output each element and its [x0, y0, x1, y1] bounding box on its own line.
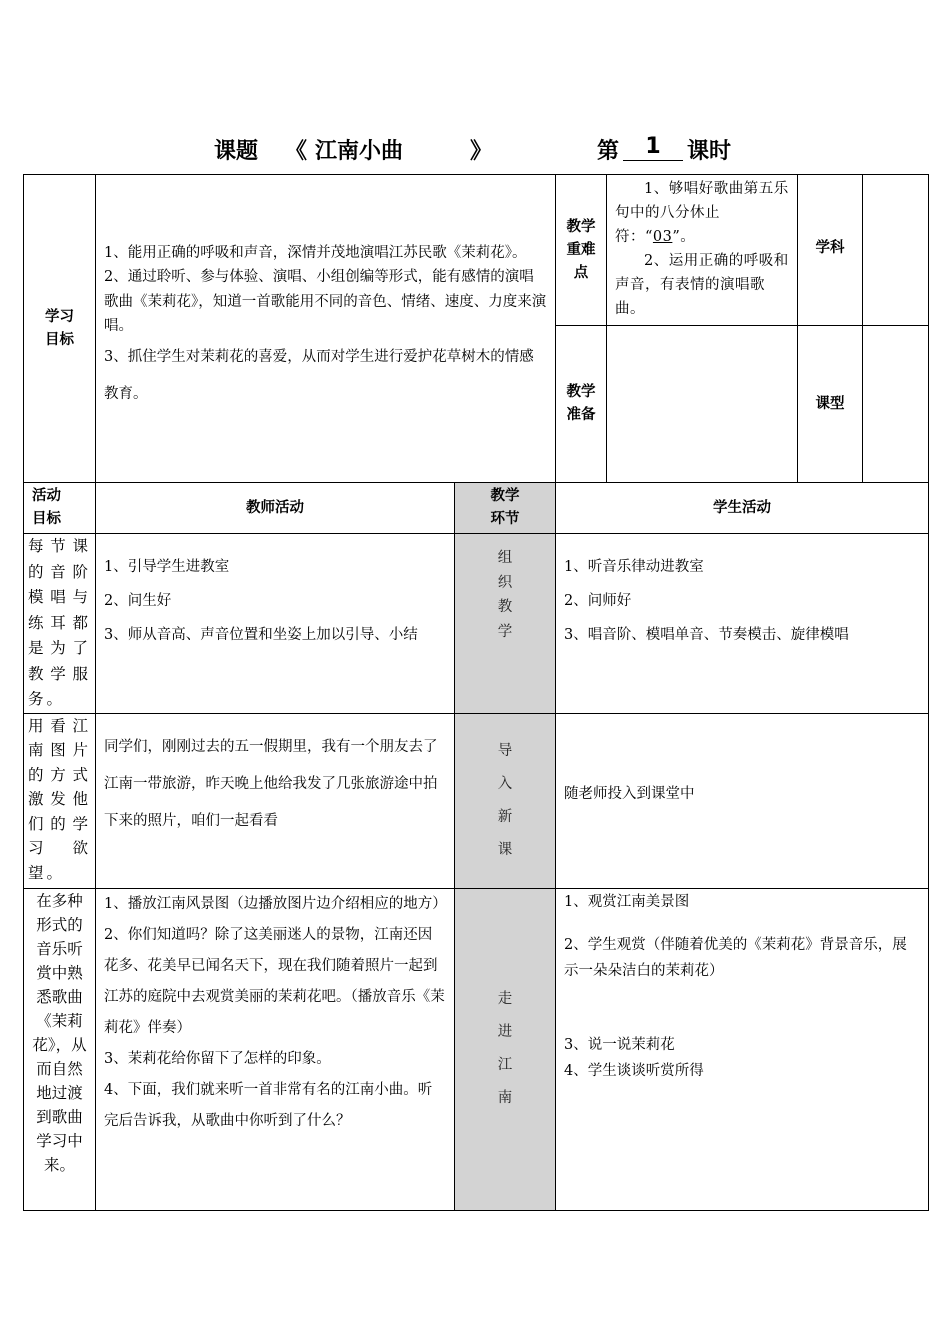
subject-value: [863, 175, 929, 326]
teacher-activity: 1、播放江南风景图（边播放图片边介绍相应的地方） 2、你们知道吗？除了这美丽迷人的景物，江南还因花多、花美早已闻名天下，现在我们随着照片一起到江苏的庭院中去观赏美丽的茉莉花吧。（播放音乐《茉莉花》伴奏） 3、茉莉花给你留下了怎样的印象。 4、下面，我们就来听一首非常有名的江南小曲。听完后告诉我，从歌曲中你听到了什么？: [96, 888, 455, 1210]
lesson-title-line: [0, 134, 950, 166]
key-point-item: 2、运用正确的呼吸和声音，有表情的演唱歌曲。: [615, 253, 789, 317]
lesson-period-label: 课时: [687, 139, 732, 164]
table-row: [24, 713, 929, 888]
objectives-label: 学习 目标: [24, 175, 96, 483]
topic-label: 课题: [214, 139, 259, 164]
activity-goal: 用看江南图片的方式激发他们的学习欲望。: [24, 713, 96, 888]
right-book-quote: 》: [470, 139, 493, 164]
student-activity-header: 学生活动: [556, 483, 929, 534]
activity-goal: 在多种形式的音乐听赏中熟悉歌曲《茉莉花》，从而自然地过渡到歌曲学习中来。: [24, 888, 96, 1210]
lesson-type-label: 课型: [798, 326, 863, 483]
student-activity: 1、听音乐律动进教室 2、问师好 3、唱音阶、模唱单音、节奏模击、旋律模唱: [556, 534, 929, 714]
teacher-activity: 同学们，刚刚过去的五一假期里，我有一个朋友去了江南一带旅游，昨天晚上他给我发了几张旅游途中拍下来的照片，咱们一起看看: [96, 713, 455, 888]
table-row: [24, 888, 929, 1210]
activity-header-row: [24, 483, 929, 534]
teaching-stage: 导 入 新 课: [455, 713, 556, 888]
objective-item: 3、抓住学生对茉莉花的喜爱，从而对学生进行爱护花草树木的情感教育。: [104, 348, 534, 402]
student-activity: 随老师投入到课堂中: [556, 713, 929, 888]
preparation-label: 教学 准备: [556, 326, 607, 483]
objectives-content: [96, 175, 556, 483]
lesson-number-prefix: 第: [597, 139, 620, 164]
stage-header: 教学 环节: [455, 483, 556, 534]
lesson-name: 江南小曲: [315, 139, 404, 164]
activity-table: [23, 482, 929, 1211]
left-book-quote: 《: [285, 139, 308, 164]
teacher-activity-header: 教师活动: [96, 483, 455, 534]
lesson-number: 1: [623, 134, 683, 161]
teacher-activity: 1、引导学生进教室 2、问生好 3、师从音高、声音位置和坐姿上加以引导、小结: [96, 534, 455, 714]
activity-goal: 每节课的音阶模唱与练耳都是为了教学服务。: [24, 534, 96, 714]
subject-label: 学科: [798, 175, 863, 326]
lesson-info-table: [23, 174, 929, 483]
student-activity: 1、观赏江南美景图 2、学生观赏（伴随着优美的《茉莉花》背景音乐，展示一朵朵洁白的茉莉花） 3、说一说茉莉花 4、学生谈谈听赏所得: [556, 888, 929, 1210]
key-points-content: [607, 175, 798, 326]
objective-item: 2、通过聆听、参与体验、演唱、小组创编等形式，能有感情的演唱歌曲《茉莉花》，知道一首歌能用不同的音色、情绪、速度、力度来演唱。: [104, 269, 547, 334]
goal-header: 活动 目标: [24, 483, 96, 534]
objective-item: 1、能用正确的呼吸和声音，深情并茂地演唱江苏民歌《茉莉花》。: [104, 244, 527, 261]
rest-notation: 03: [652, 229, 673, 245]
teaching-stage: 组 织 教 学: [455, 534, 556, 714]
preparation-value: [607, 326, 798, 483]
teaching-stage: 走 进 江 南: [455, 888, 556, 1210]
key-points-label: 教学 重难 点: [556, 175, 607, 326]
table-row: [24, 534, 929, 714]
key-point-item: 1、够唱好歌曲第五乐句中的八分休止符：“03”。: [615, 181, 789, 245]
lesson-type-value: [863, 326, 929, 483]
